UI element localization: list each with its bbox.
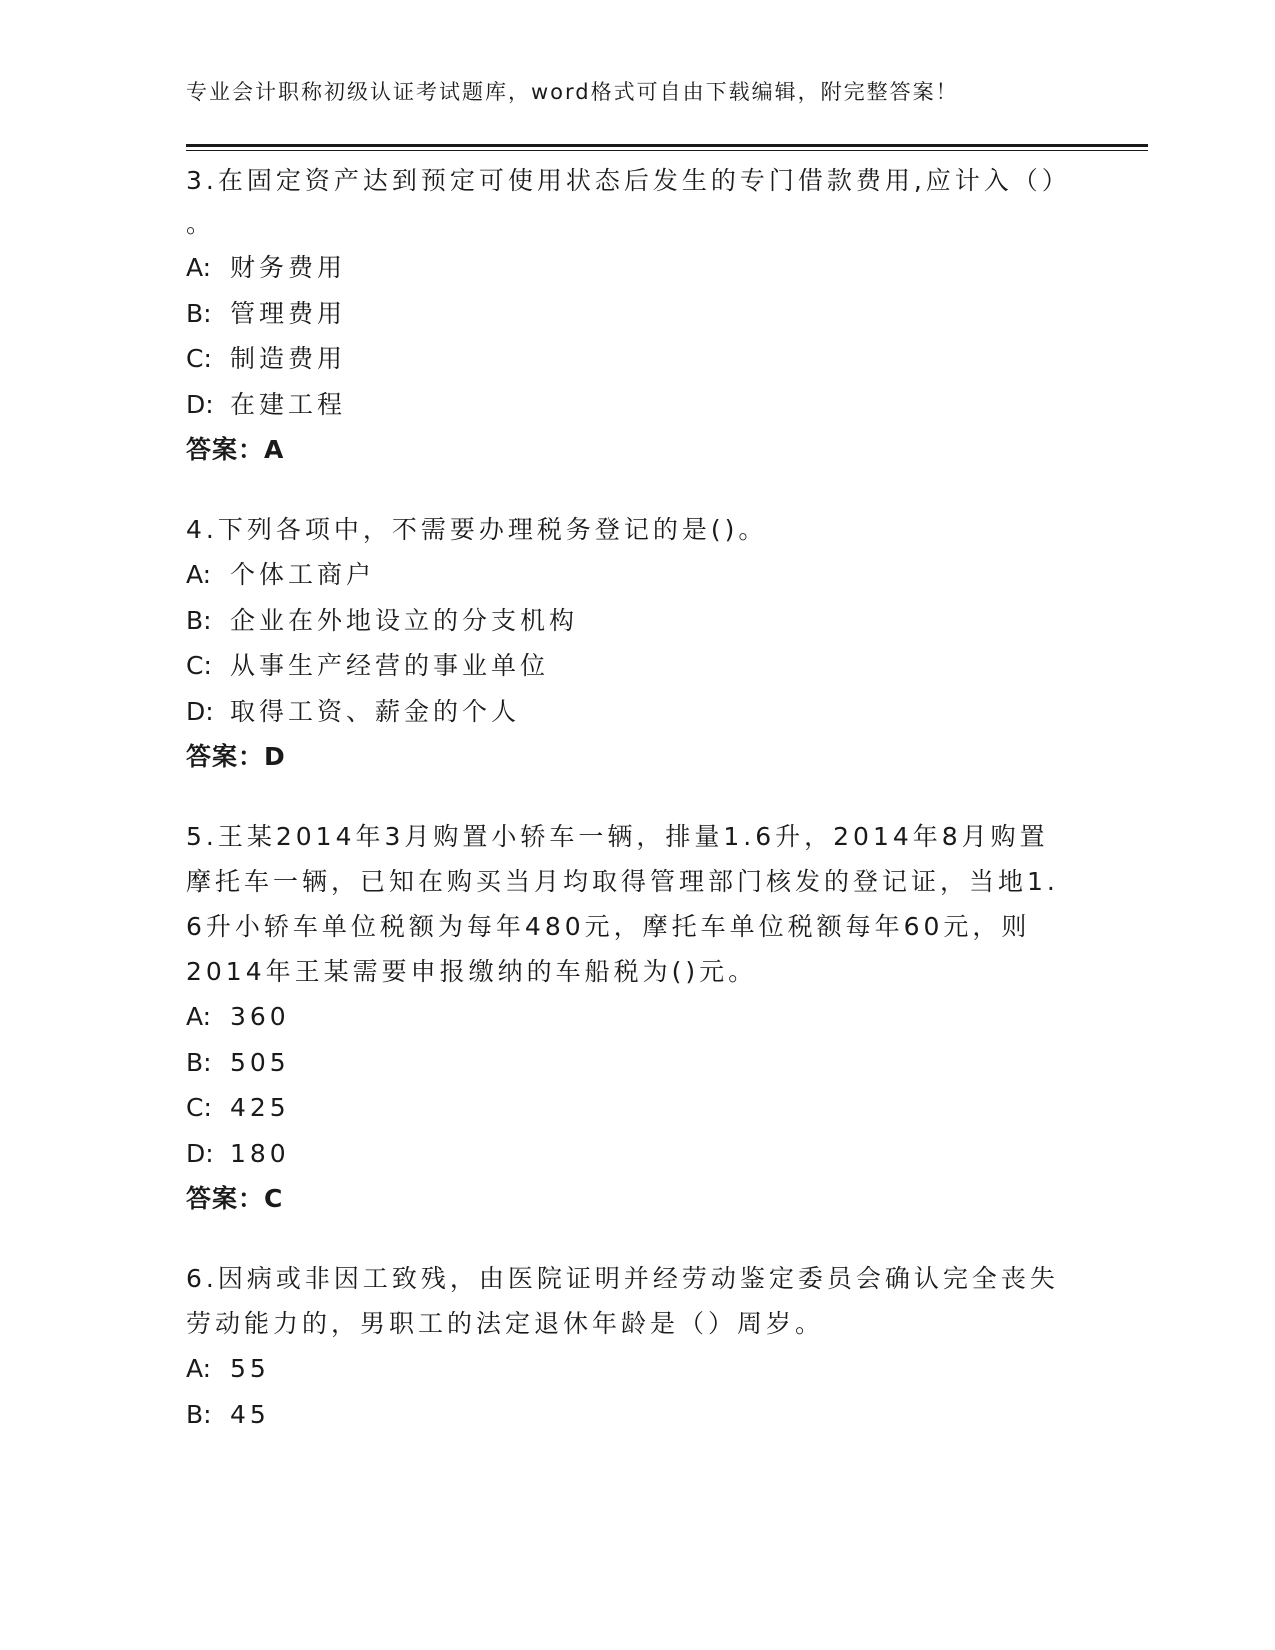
answer-line: 答案：C [186, 1184, 284, 1213]
option-text: 制造费用 [230, 344, 347, 373]
option-text: 从事生产经营的事业单位 [230, 651, 550, 680]
header-rule-thin [186, 150, 1148, 151]
question-6 [186, 1256, 1066, 1437]
option-text: 180 [230, 1138, 290, 1168]
question-stem [186, 158, 1071, 245]
answer-line: 答案：D [186, 742, 286, 771]
question-3 [186, 158, 1071, 473]
option-label: C: [186, 1093, 212, 1122]
page-header: 专业会计职称初级认证考试题库，word格式可自由下载编辑，附完整答案！ [186, 80, 959, 104]
question-5 [186, 814, 1066, 1222]
option-text: 360 [230, 1002, 290, 1031]
option-label: A: [186, 1002, 212, 1031]
option-a [186, 1346, 1066, 1392]
option-text: 425 [230, 1093, 290, 1122]
option-text: 55 [230, 1354, 270, 1383]
option-label: A: [186, 253, 212, 282]
option-a [186, 245, 1066, 291]
stem-line: 2014年王某需要申报缴纳的车船税为()元。 [186, 957, 758, 986]
option-text: 在建工程 [230, 389, 347, 419]
stem-line: 6升小轿车单位税额为每年480元，摩托车单位税额每年60元，则 [186, 912, 1031, 941]
option-b [186, 1392, 1066, 1438]
option-b [186, 1040, 1066, 1086]
stem-line: 6.因病或非因工致残，由医院证明并经劳动鉴定委员会确认完全丧失 [186, 1264, 1059, 1293]
option-label: A: [186, 1354, 212, 1383]
option-text: 45 [230, 1399, 270, 1429]
stem-line: 5.王某2014年3月购置小轿车一辆，排量1.6升，2014年8月购置 [186, 822, 1049, 851]
option-label: B: [186, 1047, 212, 1077]
option-label: D: [186, 696, 214, 726]
question-stem [186, 507, 1066, 552]
option-a [186, 552, 1066, 598]
option-label: B: [186, 298, 212, 328]
question-list [186, 158, 1071, 1471]
option-d [186, 382, 1066, 428]
option-label: A: [186, 560, 212, 589]
option-b [186, 291, 1066, 337]
option-d [186, 689, 1066, 735]
question-4 [186, 507, 1066, 780]
option-label: D: [186, 389, 214, 419]
option-text: 取得工资、薪金的个人 [230, 696, 521, 726]
option-d [186, 1131, 1066, 1177]
stem-line: 3.在固定资产达到预定可使用状态后发生的专门借款费用,应计入（） [186, 166, 1071, 195]
option-a [186, 994, 1066, 1040]
option-text: 财务费用 [230, 253, 347, 282]
answer-line: 答案：A [186, 435, 285, 464]
option-c [186, 336, 1066, 382]
option-label: B: [186, 1399, 212, 1429]
option-text: 企业在外地设立的分支机构 [230, 605, 579, 635]
option-label: B: [186, 605, 212, 635]
option-label: C: [186, 651, 212, 680]
option-text: 管理费用 [230, 298, 347, 328]
stem-line: 4.下列各项中，不需要办理税务登记的是()。 [186, 515, 768, 544]
option-text: 505 [230, 1047, 290, 1077]
stem-line: 。 [186, 209, 216, 238]
stem-line: 摩托车一辆，已知在购买当月均取得管理部门核发的登记证，当地1. [186, 867, 1059, 896]
stem-line: 劳动能力的，男职工的法定退休年龄是（）周岁。 [186, 1309, 825, 1338]
option-c [186, 643, 1066, 689]
question-stem [186, 1256, 1066, 1346]
option-b [186, 598, 1066, 644]
option-c [186, 1085, 1066, 1131]
option-label: C: [186, 344, 212, 373]
option-label: D: [186, 1138, 214, 1168]
question-stem [186, 814, 1066, 994]
option-text: 个体工商户 [230, 560, 376, 589]
header-rule-thick [186, 144, 1148, 147]
